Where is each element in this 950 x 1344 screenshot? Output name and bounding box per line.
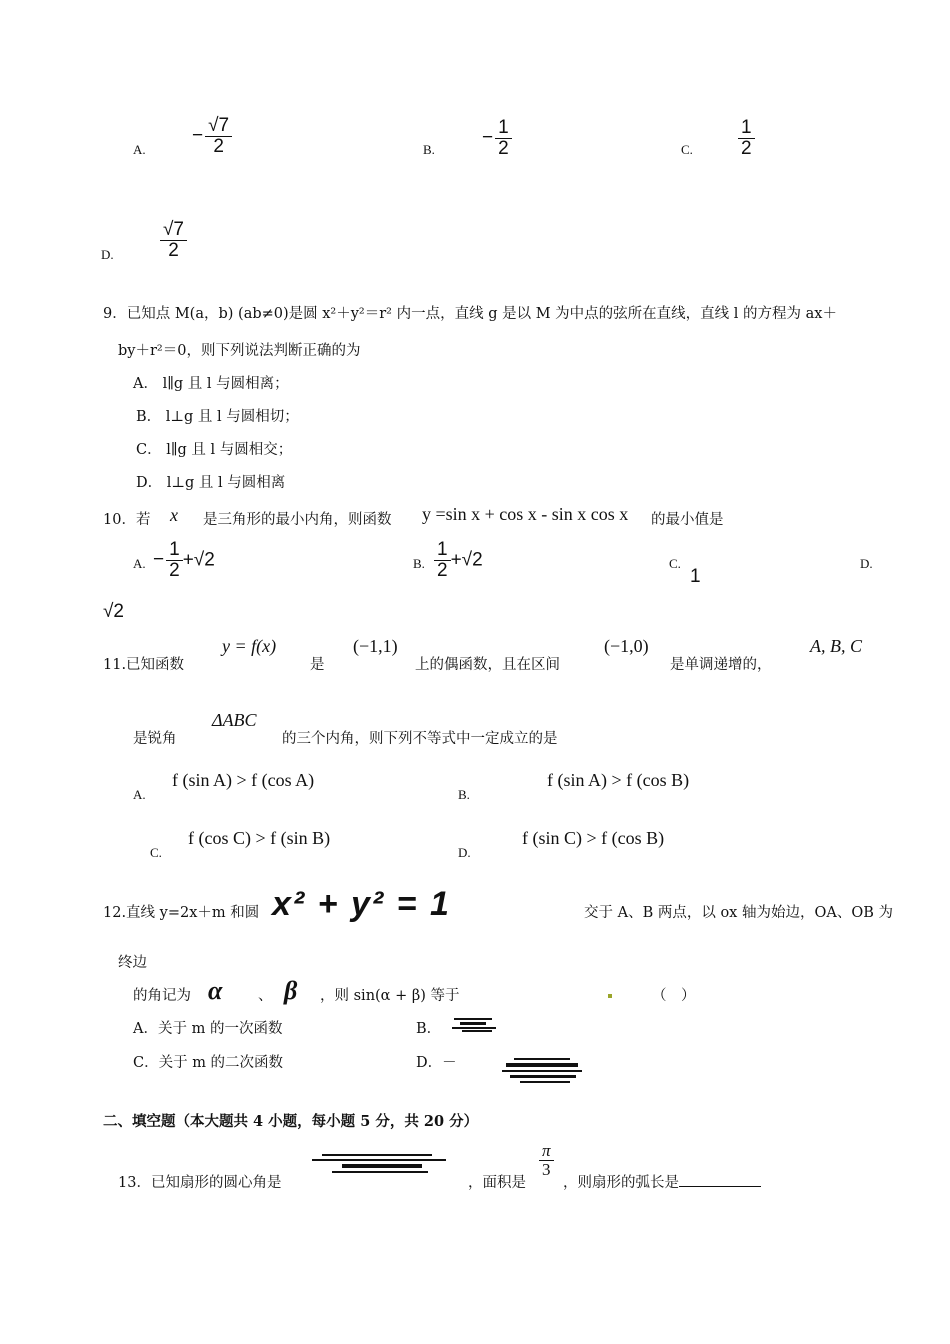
q13-angle-formula-image [312,1152,446,1176]
q10-option-b-expr: $\frac{1}{2}$ +√2 [434,540,483,581]
q11-option-a-expr: f (sin A) > f (cos A) [172,770,315,790]
q8-option-c-label: C. [681,142,693,157]
stray-dot [608,994,612,998]
q10-suffix: 的最小值是 [651,512,724,528]
q12-line3-prefix: 的角记为 [133,988,191,1004]
q12-alpha: α [208,976,223,1005]
q12-line3-suffix: ，则 sin(α + β) 等于 [320,988,460,1004]
q8-option-b-expr: − $\frac{1}{2}$ [482,118,512,159]
q12-answer-paren: （ ） [652,988,696,1004]
q10-variable: x [170,505,178,525]
q11-angles: A, B, C [810,636,862,656]
q8-option-c-expr: $\frac{1}{2}$ [738,118,755,159]
q12-beta: β [284,976,298,1005]
q13-area-fraction: $\frac{\pi}{3}$ [539,1142,554,1179]
q13-suffix: ，则扇形的弧长是 [563,1171,761,1192]
q8-option-b-label: B. [423,142,435,157]
q9-option-c: C． l∥g 且 l 与圆相交； [136,442,293,458]
q9-stem-line1: 9．已知点 M(a，b) (ab≠0)是圆 x²＋y²＝r² 内一点，直线 g 是以 M 为中点的弦所在直线，直线 l 的方程为 ax＋ [103,306,837,322]
q11-option-d-expr: f (sin C) > f (cos B) [522,828,665,848]
q11-function: y = f(x) [222,636,277,656]
q10-option-c-value: 1 [690,566,701,587]
q8-option-a-expr: − $\frac{√7}{2}$ [192,116,232,157]
q9-option-b: B． l⊥g 且 l 与圆相切； [136,409,299,425]
q11-domain: (−1,1) [353,636,398,656]
q10-middle: 是三角形的最小内角，则函数 [203,512,392,528]
q12-line2: 终边 [118,955,147,971]
q12-option-b-label: B． [416,1021,442,1037]
q12-option-d-label: D．－ [416,1055,457,1071]
q13-middle: ，面积是 [468,1175,526,1191]
q9-option-a: A． l∥g 且 l 与圆相离； [133,376,289,392]
q10-option-b-label: B. [413,556,425,571]
q11-line2-prefix: 是锐角 [133,731,177,747]
q8-option-d-expr: $\frac{√7}{2}$ [160,220,187,261]
q11-option-a-label: A. [133,787,146,802]
q13-prefix: 13．已知扇形的圆心角是 [118,1175,282,1191]
q10-option-a-label: A. [133,556,146,571]
q11-line2-suffix: 的三个内角，则下列不等式中一定成立的是 [282,731,558,747]
q11-triangle: ΔABC [212,710,257,730]
q8-option-d-label: D. [101,247,114,262]
q11-middle: 上的偶函数，且在区间 [415,657,560,673]
q12-prefix: 12.直线 y=2x＋m 和圆 [103,905,260,921]
q13-answer-blank[interactable] [679,1172,761,1187]
q9-option-d: D． l⊥g 且 l 与圆相离 [136,475,286,491]
q11-option-b-expr: f (sin A) > f (cos B) [547,770,690,790]
section-title-fill-in: 二、填空题（本大题共 4 小题，每小题 5 分，共 20 分） [103,1113,479,1130]
q11-prefix: 11.已知函数 [103,657,185,673]
q10-option-d-value: √2 [103,601,124,622]
q12-option-d-formula-image [500,1055,584,1085]
q11-option-d-label: D. [458,845,471,860]
q11-option-b-label: B. [458,787,470,802]
q10-option-a-expr: − $\frac{1}{2}$ +√2 [153,539,215,581]
q12-circle-equation: x² + y² = 1 [272,885,451,923]
q11-is: 是 [310,657,325,673]
q12-option-a: A．关于 m 的一次函数 [133,1021,283,1037]
q11-increasing: 是单调递增的， [670,657,772,673]
q11-option-c-expr: f (cos C) > f (sin B) [188,828,331,848]
q11-interval: (−1,0) [604,636,649,656]
q8-option-a-label: A. [133,142,146,157]
q12-suffix: 交于 A、B 两点，以 ox 轴为始边，OA、OB 为 [584,905,893,921]
q12-separator: 、 [258,988,273,1004]
q12-option-b-formula-image [450,1015,498,1035]
q10-option-c-label: C. [669,556,681,571]
q10-prefix: 10．若 [103,512,151,528]
q10-option-d-label: D. [860,556,873,571]
q12-option-c: C．关于 m 的二次函数 [133,1055,284,1071]
q9-stem-line2: by＋r²＝0，则下列说法判断正确的为 [118,343,361,359]
q10-function: y =sin x + cos x - sin x cos x [422,504,629,524]
q11-option-c-label: C. [150,845,162,860]
